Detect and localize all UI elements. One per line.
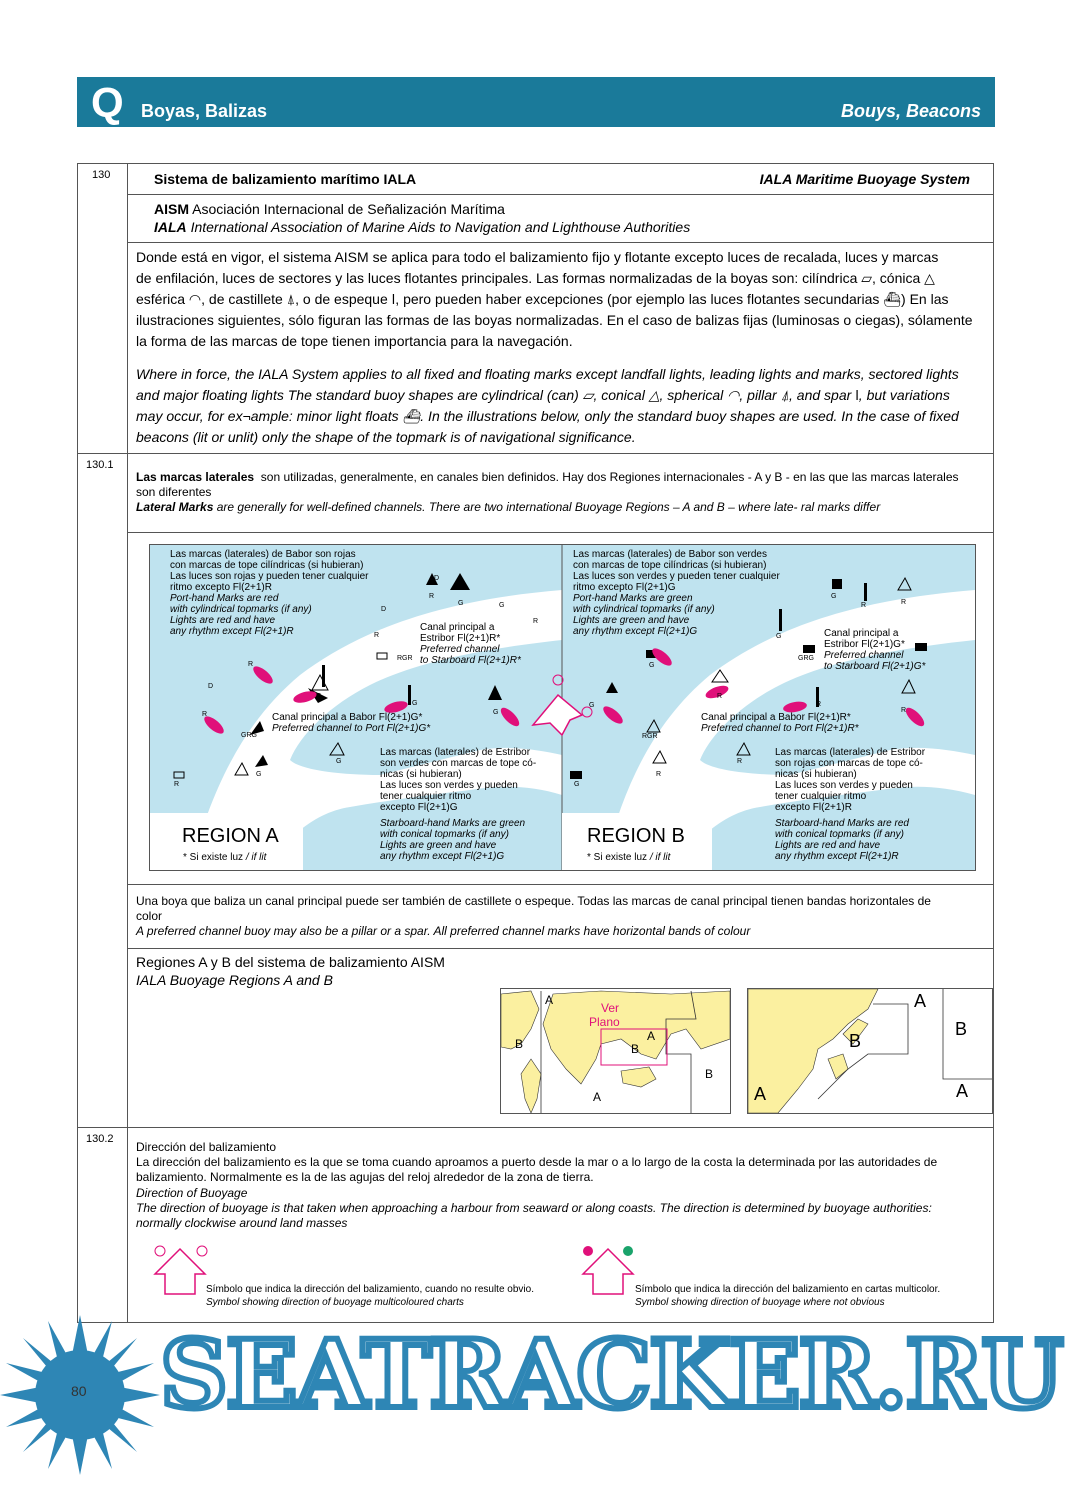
lateral-es	[136, 470, 988, 500]
text-line: Canal principal a	[420, 622, 495, 633]
direction-symbol-multicolour	[578, 1244, 638, 1304]
map-label-ver: Ver	[601, 1001, 620, 1015]
text-line: Symbol showing direction of buoyage where not obvious	[635, 1297, 885, 1308]
text-line: Starboard-hand Marks are red	[775, 818, 909, 829]
buoy-label-g: G	[336, 758, 342, 765]
b-pref-port-text	[701, 712, 859, 734]
text-line: Las luces son rojas y pueden tener cualquier	[170, 571, 369, 582]
buoy-label-r: R	[656, 771, 662, 778]
buoyage-regions-diagram	[149, 544, 976, 871]
paragraph-line: la forma de las marcas de tope tienen importancia para la navegación.	[136, 333, 573, 349]
paragraph-line: de enfilación, luces de sectores y las luces flotantes principales. Las formas normalizadas de la boyas son: cilíndrica ▱, cónica △	[136, 270, 935, 286]
map-label: B	[631, 1042, 640, 1056]
text-line: any rhythm except Fl(2+1)R	[170, 626, 294, 637]
map-label: A	[593, 1090, 602, 1104]
text-line: tener cualquier ritmo	[380, 791, 472, 802]
text-line: Starboard-hand Marks are green	[380, 818, 526, 829]
text-line: Lights are green and have	[573, 615, 690, 626]
text-line: Canal principal a Babor Fl(2+1)G*	[272, 712, 423, 723]
section-title-es: Boyas, Balizas	[141, 101, 268, 121]
land	[521, 1059, 541, 1113]
article-number: 130.1	[86, 459, 114, 471]
sun-logo-icon	[0, 1315, 170, 1485]
region-b-label: REGION B	[587, 825, 685, 847]
buoy-label-g: G	[574, 781, 580, 788]
spar-buoy	[322, 665, 325, 687]
direction-symbol-plain	[150, 1244, 210, 1304]
text-line: Una boya que baliza un canal principal puede ser también de castillete o espeque. Todas las marcas de canal principal tienen bandas horizontales de	[136, 894, 931, 908]
spar-buoy	[864, 583, 867, 601]
region-boundary	[943, 989, 992, 1079]
article-title-es: Sistema de balizamiento marítimo IALA	[154, 171, 417, 187]
text-line: Las marcas (laterales) de Babor son verdes	[573, 549, 767, 560]
lateral-en	[136, 500, 988, 515]
b-port-text	[573, 549, 780, 637]
map-label: B	[705, 1067, 714, 1081]
text-line: Símbolo que indica la dirección del balizamiento, cuando no resulte obvio.	[206, 1284, 534, 1295]
text-line: balizamiento. Normalmente es la de las agujas del reloj alrededor de la zona de tierra.	[136, 1170, 594, 1184]
note-en: / if lit	[649, 852, 671, 863]
section-header	[77, 77, 995, 127]
text-line: con marcas de tope cilíndricas (si hubieran)	[170, 560, 364, 571]
preferred-note-es	[136, 894, 988, 924]
text-line: son verdes con marcas de tope có-	[380, 758, 537, 769]
row-divider	[77, 1127, 994, 1128]
b-pref-starboard-text	[824, 628, 925, 672]
buoy-label-r: R	[174, 781, 180, 788]
text-line: con marcas de tope cilíndricas (si hubieran)	[573, 560, 767, 571]
aism-line	[154, 200, 505, 218]
note-en: / if lit	[245, 852, 267, 863]
text-line: Las luces son verdes y pueden	[380, 780, 518, 791]
note-es: * Si existe luz	[183, 852, 244, 863]
magenta-dot	[583, 1246, 593, 1256]
can-buoy	[570, 771, 582, 779]
text-line: Symbol showing direction of buoyage multicoloured charts	[206, 1297, 464, 1308]
buoy-label-grg: GRG	[241, 732, 257, 739]
buoy-label-g: G	[831, 593, 837, 600]
text-line: Lights are red and have	[775, 840, 881, 851]
row-divider	[127, 532, 994, 533]
text-line: to Starboard Fl(2+1)G*	[824, 661, 926, 672]
text-line: Port-hand Marks are red	[170, 593, 279, 604]
aism-full: Asociación Internacional de Señalización Marítima	[192, 201, 505, 217]
paragraph-line: esférica ◠, de castillete ⍋, o de espeque ǀ, pero pueden haber excepciones (por ejemplo las luces flotantes secundarias ⛴) En las	[136, 291, 949, 307]
paragraph-line: and major floating lights The standard buoy shapes are cylindrical (can) ▱, conical △, spherical ◠, pillar ⍋, and spar ǀ, but variations	[136, 387, 950, 403]
buoy-label-g: G	[493, 709, 499, 716]
map-label: A	[914, 991, 927, 1011]
magenta-circle	[197, 1246, 207, 1256]
text-line: ritmo excepto Fl(2+1)G	[573, 582, 676, 593]
can-buoy	[803, 645, 815, 653]
section-title-en: Bouys, Beacons	[840, 101, 981, 121]
direction-arrow	[583, 1249, 633, 1294]
text-line: Estribor Fl(2+1)G*	[824, 639, 905, 650]
region-a-label: REGION A	[182, 825, 279, 847]
lateral-en-text: are generally for well-defined channels. There are two international Buoyage Regions – A and B – where late- ral marks differ	[216, 500, 881, 514]
buoy-label-r: R	[901, 707, 907, 714]
buoy-label-r: R	[717, 693, 723, 700]
text-line: Lights are red and have	[170, 615, 276, 626]
buoy-label-r: R	[861, 602, 867, 609]
direction-es	[136, 1140, 988, 1185]
iala-abbr: IALA	[154, 219, 187, 235]
regions-title-es: Regiones A y B del sistema de balizamiento AISM	[136, 954, 445, 970]
buoy-label-rgr: RGR	[642, 733, 658, 740]
buoy-label-g: G	[458, 600, 464, 607]
a-pref-port-text	[272, 712, 430, 734]
map-label: B	[515, 1037, 524, 1051]
map-label: A	[754, 1084, 767, 1104]
asia-regions-map	[747, 988, 993, 1114]
text-line: nicas (si hubieran)	[380, 769, 462, 780]
lateral-es-text: son utilizadas, generalmente, en canales bien definidos. Hay dos Regiones internacionales - A y B - en las que las marcas laterales	[260, 470, 959, 484]
text-line: Port-hand Marks are green	[573, 593, 693, 604]
text-line: Lights are green and have	[380, 840, 497, 851]
paragraph-line: beacons (lit or unlit) only the shape of the topmark is of navigational significance.	[136, 429, 636, 445]
text-line: Las luces son verdes y pueden tener cualquier	[573, 571, 780, 582]
text-line: Dirección del balizamiento	[136, 1140, 277, 1154]
text-line: with cylindrical topmarks (if any)	[170, 604, 312, 615]
buoy-label-r: R	[429, 593, 435, 600]
text-line: with conical topmarks (if any)	[775, 829, 904, 840]
text-line: any rhythm except Fl(2+1)G	[380, 851, 505, 862]
text-line: any rhythm except Fl(2+1)G	[573, 626, 698, 637]
buoy-label-g: G	[776, 633, 782, 640]
buoy-label-d: D	[434, 575, 440, 582]
paragraph-line: ilustraciones siguientes, sólo figuran las formas de las boyas normalizadas. En el caso de balizas fijas (luminosas o ciegas), sólamente	[136, 312, 973, 328]
buoy-label-d: D	[208, 683, 214, 690]
paragraph-es	[136, 247, 988, 352]
row-divider	[127, 242, 994, 243]
iala-full: International Association of Marine Aids to Navigation and Lighthouse Authorities	[190, 219, 691, 235]
buoy-label-g: G	[649, 662, 655, 669]
land	[828, 1054, 848, 1079]
text-line: Las marcas (laterales) de Estribor	[380, 747, 531, 758]
direction-en	[136, 1186, 988, 1231]
text-line: Símbolo que indica la dirección del balizamiento en cartas multicolor.	[635, 1284, 941, 1295]
page-number: 80	[71, 1383, 87, 1399]
text-line: to Starboard Fl(2+1)R*	[420, 655, 521, 666]
world-regions-map	[500, 988, 731, 1114]
buoy-label-g: G	[256, 771, 262, 778]
if-lit-note-b	[587, 852, 670, 863]
article-number: 130	[92, 169, 111, 181]
paragraph-en	[136, 364, 988, 448]
buoy-label-r: R	[374, 632, 380, 639]
map-label-plano: Plano	[589, 1015, 620, 1029]
text-line: Direction of Buoyage	[136, 1186, 248, 1200]
text-line: son rojas con marcas de tope có-	[775, 758, 923, 769]
watermark: SEATRACKER.RU	[160, 1320, 1062, 1430]
symbol-2-caption	[635, 1283, 940, 1309]
article-number: 130.2	[86, 1133, 114, 1145]
text-line: with conical topmarks (if any)	[380, 829, 509, 840]
text-line: Las marcas (laterales) de Babor son rojas	[170, 549, 356, 560]
buoy-label-grg: GRG	[798, 655, 814, 662]
map-label: A	[647, 1029, 656, 1043]
text-line: with cylindrical topmarks (if any)	[573, 604, 715, 615]
buoy-label-r: R	[202, 711, 208, 718]
text-line: Canal principal a	[824, 628, 899, 639]
land	[621, 1067, 656, 1087]
buoy-label-r: R	[901, 599, 907, 606]
text-line: tener cualquier ritmo	[775, 791, 867, 802]
lateral-es-bold: Las marcas laterales	[136, 470, 255, 484]
section-letter: Q	[91, 79, 124, 126]
text-line: The direction of buoyage is that taken when approaching a harbour from seaward or along coasts. The direction is determined by buoyage authorities:	[136, 1201, 932, 1215]
buoy-label-g: G	[589, 702, 595, 709]
text-line: ritmo excepto Fl(2+1)R	[170, 582, 272, 593]
map-label: B	[955, 1019, 968, 1039]
buoy-label-r: R	[533, 618, 539, 625]
symbol-1-caption	[206, 1283, 534, 1309]
text-line: Estribor Fl(2+1)R*	[420, 633, 501, 644]
text-line: nicas (si hubieran)	[775, 769, 857, 780]
buoy-label-r: R	[816, 701, 822, 708]
map-label: B	[849, 1031, 862, 1051]
aism-abbr: AISM	[154, 201, 189, 217]
green-dot	[623, 1246, 633, 1256]
row-divider	[127, 884, 994, 885]
buoy-label-g: G	[316, 693, 322, 700]
paragraph-line: may occur, for ex¬ample: minor light floats ⛴. In the illustrations below, only the standard buoy shapes are used. In the case of fixed	[136, 408, 959, 424]
text-line: color	[136, 909, 163, 923]
text-line: excepto Fl(2+1)G	[380, 802, 458, 813]
buoy-label-r: R	[248, 661, 254, 668]
can-buoy	[832, 579, 842, 589]
text-line: Preferred channel to Port Fl(2+1)G*	[272, 723, 431, 734]
row-divider	[127, 194, 994, 195]
map-label: A	[545, 993, 554, 1007]
magenta-circle	[155, 1246, 165, 1256]
text-line: Las marcas (laterales) de Estribor	[775, 747, 926, 758]
article-title-en: IALA Maritime Buoyage System	[759, 171, 970, 187]
text-line: Las luces son verdes y pueden	[775, 780, 913, 791]
buoy-label-g: G	[412, 700, 418, 707]
buoy-label-d: D	[381, 606, 387, 613]
b-starboard-text	[775, 747, 925, 862]
map-label: A	[956, 1081, 969, 1101]
text-line: Canal principal a Babor Fl(2+1)R*	[701, 712, 851, 723]
preferred-note-en: A preferred channel buoy may also be a pillar or a spar. All preferred channel marks have horizontal bands of colour	[136, 924, 751, 938]
row-divider	[127, 948, 994, 949]
a-port-text	[170, 549, 368, 637]
text-line: Preferred channel	[420, 644, 500, 655]
text-line: excepto Fl(2+1)R	[775, 802, 852, 813]
a-pref-starboard-text	[420, 622, 521, 666]
a-starboard-text	[380, 747, 536, 862]
buoy-label-r: R	[737, 758, 743, 765]
row-divider	[77, 453, 994, 454]
text-line: Preferred channel	[824, 650, 904, 661]
spar-buoy	[408, 685, 411, 705]
text-line: La dirección del balizamiento es la que se toma cuando aproamos a puerto desde la mar o a lo largo de la costa la determinada por las autoridades de	[136, 1155, 938, 1169]
paragraph-line: Donde está en vigor, el sistema AISM se aplica para todo el balizamiento fijo y flotante excepto luces de recalada, luces y marcas	[136, 249, 939, 265]
lateral-es-text-2: son diferentes	[136, 485, 212, 499]
lateral-en-bold: Lateral Marks	[136, 500, 214, 514]
regions-title-en: IALA Buoyage Regions A and B	[136, 972, 333, 988]
if-lit-note-a	[183, 852, 266, 863]
buoy-label-rgr: RGR	[397, 655, 413, 662]
number-column-divider	[127, 163, 128, 1323]
text-line: normally clockwise around land masses	[136, 1216, 348, 1230]
note-es: * Si existe luz	[587, 852, 648, 863]
iala-line	[154, 218, 690, 236]
text-line: any rhythm except Fl(2+1)R	[775, 851, 899, 862]
paragraph-line: Where in force, the IALA System applies to all fixed and floating marks except landfall lights, leading lights and marks, sectored lights	[136, 366, 959, 382]
text-line: Preferred channel to Port Fl(2+1)R*	[701, 723, 859, 734]
buoy-label-g: G	[499, 602, 505, 609]
